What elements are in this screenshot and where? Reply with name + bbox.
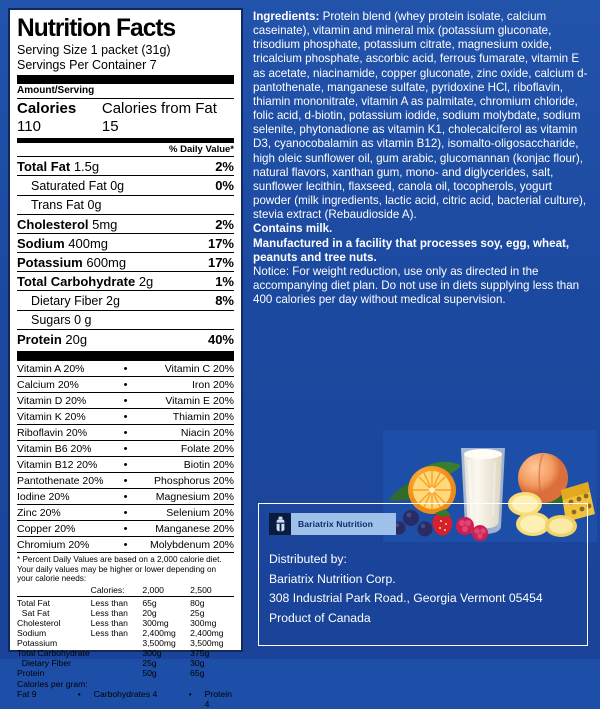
bullet-dot-icon: • — [123, 474, 128, 487]
dv-qualifier: Less than — [90, 618, 128, 629]
dv-qualifier — [91, 658, 143, 668]
nutrition-facts-title: Nutrition Facts — [17, 14, 176, 42]
calories-per-gram-label: Calories per gram: — [17, 679, 88, 690]
vitamin-right: Vitamin E 20% — [165, 394, 234, 407]
vitamin-right: Manganese 20% — [155, 522, 234, 535]
dv-nutrient: Total Fat — [17, 598, 50, 609]
header-calories: Calories: — [91, 585, 143, 597]
nutrient-name: Protein 20g — [17, 331, 88, 347]
vitamin-left: Iodine 20% — [17, 490, 70, 503]
dv-2500: 80g — [190, 598, 205, 609]
dv-qualifier — [91, 638, 143, 648]
distributor-company: Bariatrix Nutrition Corp. — [269, 571, 396, 586]
servings-per-container: Servings Per Container 7 — [17, 57, 157, 72]
table-body — [17, 596, 234, 678]
ingredients-heading: Ingredients: — [253, 10, 320, 23]
table-row — [17, 668, 234, 678]
nutrient-name: Trans Fat 0g — [31, 197, 102, 212]
vitamin-left: Calcium 20% — [17, 378, 79, 391]
dv-2000: 20g — [142, 608, 157, 619]
dv-nutrient: Cholesterol — [17, 618, 61, 629]
ingredients-paragraph — [253, 10, 593, 222]
dv-2000: 50g — [142, 668, 157, 679]
daily-value-footnote: * Percent Daily Values are based on a 2,000 calorie diet. Your daily values may be higher or lower depending on your calorie needs: — [17, 552, 234, 584]
bullet-dot-icon: • — [123, 506, 128, 519]
bullet-dot-icon: • — [123, 490, 128, 503]
thick-divider-top — [17, 75, 234, 84]
bullet-dot-icon: • — [123, 538, 128, 551]
vitamin-left: Zinc 20% — [17, 506, 61, 519]
vitamin-right: Vitamin C 20% — [164, 362, 234, 375]
nutrient-name: Cholesterol 5mg — [17, 216, 118, 232]
table-header-row — [17, 585, 234, 597]
dv-qualifier: Less than — [90, 598, 128, 609]
dv-2000: 25g — [142, 658, 157, 669]
distributor-address — [269, 550, 587, 628]
table-row — [17, 638, 234, 648]
vitamin-row — [17, 472, 234, 488]
vitamin-left: Vitamin B6 20% — [17, 442, 92, 455]
dv-qualifier — [91, 668, 143, 678]
dv-2000: 65g — [142, 598, 157, 609]
dv-nutrient: Protein — [17, 668, 45, 679]
dv-nutrient: Potassium — [17, 638, 58, 649]
calories-label: Calories — [17, 100, 77, 117]
nutrient-daily-value: 1% — [215, 273, 234, 289]
vitamin-left: Vitamin D 20% — [17, 394, 87, 407]
bariatrix-logo-band — [291, 513, 396, 535]
vitamin-row — [17, 424, 234, 440]
bullet-dot-icon: • — [77, 689, 81, 700]
dv-2000: 300g — [142, 648, 162, 659]
vitamin-row — [17, 520, 234, 536]
dv-2000: 2,400mg — [142, 628, 176, 639]
vitamin-left: Vitamin A 20% — [17, 362, 85, 375]
nutrition-facts-panel — [8, 8, 243, 709]
vitamin-row — [17, 504, 234, 520]
nutrient-row — [17, 271, 234, 290]
bullet-dot-icon: • — [123, 442, 128, 455]
dv-2500: 300mg — [190, 618, 217, 629]
bariatrix-logo-text: Bariatrix Nutrition — [298, 519, 373, 529]
calories-per-gram-row — [17, 689, 234, 709]
manufactured-statement: Manufactured in a facility that processes soy, egg, wheat, peanuts and tree nuts. — [253, 236, 570, 264]
nutrient-row — [17, 252, 234, 271]
bullet-dot-icon: • — [123, 458, 128, 471]
nutrient-row — [17, 290, 234, 310]
ingredients-text: Protein blend (whey protein isolate, calcium caseinate), vitamin and mineral mix (potassium gluconate, trisodium phosphate, potassium citrate, magnesium oxide, tricalcium phosphate, ascorbic acid, ferrous fumarate, vitamin E as acetate, niacinamide, copper gluconate, zinc oxide, calcium d-pantothenate, manganese sulfate, pyridoxine HCl, riboflavin, thiamin mononitrate, vitamin A as palmitate, chromium chloride, folic acid, d-biotin, potassium iodide, sodium molybdate, sodium selenite, phytonadione as vitamin K1, cholecalciferol as vitamin D3, cyanocobalamin as vitamin B12), isomalto-oligosaccharide, high oleic sunflower oil, gum arabic, glucomannan (konjac flour), natural flavors, xanthan gum, mono- and diglycerides, salt, sunflower lecithin, flaxseed, canola oil, tocopherols, yogurt powder (milk ingredients, lactic acid, citric acid, bacterial culture), stevia extract (Rebaudioside A). — [253, 10, 588, 222]
ingredients-column — [253, 10, 593, 307]
nutrient-name: Saturated Fat 0g — [31, 178, 125, 193]
product-origin: Product of Canada — [269, 610, 371, 625]
nutrient-rows — [17, 156, 234, 348]
table-row — [17, 618, 234, 628]
table-row — [17, 628, 234, 638]
daily-values-table — [17, 585, 234, 679]
dv-qualifier: Less than — [90, 608, 128, 619]
calories-value: 110 — [17, 118, 41, 135]
nutrient-row — [17, 175, 234, 195]
cpg-protein: Protein 4 — [204, 689, 232, 709]
dv-2500: 375g — [190, 648, 210, 659]
nutrient-daily-value: 17% — [207, 254, 234, 270]
bariatrix-logo — [269, 513, 396, 535]
header-blank — [17, 585, 91, 597]
table-row — [17, 648, 234, 658]
vitamin-right: Phosphorus 20% — [154, 474, 234, 487]
nutrient-row — [17, 329, 234, 348]
vitamin-left: Chromium 20% — [17, 538, 90, 551]
bariatrix-figure-icon — [269, 513, 291, 535]
serving-size: Serving Size 1 packet (31g) — [17, 43, 171, 57]
vitamin-right: Iron 20% — [191, 378, 234, 391]
nutrient-row — [17, 156, 234, 175]
vitamin-row — [17, 408, 234, 424]
vitamin-left: Pantothenate 20% — [17, 474, 104, 487]
bullet-dot-icon: • — [123, 378, 128, 391]
bullet-dot-icon: • — [123, 522, 128, 535]
thick-divider-bottom — [17, 351, 234, 360]
nutrient-daily-value: 2% — [215, 158, 234, 174]
vitamin-row — [17, 456, 234, 472]
bullet-dot-icon: • — [123, 410, 128, 423]
vitamin-left: Copper 20% — [17, 522, 76, 535]
header-2000: 2,000 — [142, 585, 190, 597]
vitamin-right: Niacin 20% — [180, 426, 234, 439]
bullet-dot-icon-2: • — [188, 689, 192, 700]
nutrient-row — [17, 310, 234, 329]
vitamin-right: Thiamin 20% — [172, 410, 234, 423]
nutrient-name: Total Fat 1.5g — [17, 158, 100, 174]
nutrient-row — [17, 195, 234, 214]
nutrient-name: Potassium 600mg — [17, 254, 127, 270]
bullet-dot-icon: • — [123, 426, 128, 439]
vitamin-rows — [17, 360, 234, 552]
cpg-carbs: Carbohydrates 4 — [93, 689, 158, 700]
table-row — [17, 596, 234, 608]
dv-2500: 65g — [190, 668, 205, 679]
distributor-street: 308 Industrial Park Road., Georgia Vermont 05454 — [269, 591, 543, 605]
dv-nutrient: Dietary Fiber — [17, 658, 71, 669]
nutrient-name: Total Carbohydrate 2g — [17, 273, 154, 289]
dv-2000: 3,500mg — [142, 638, 176, 649]
nutrient-name: Dietary Fiber 2g — [31, 293, 120, 308]
header-2500: 2,500 — [190, 585, 234, 597]
nutrient-daily-value: 2% — [215, 216, 234, 232]
distributor-box — [258, 503, 588, 646]
vitamin-row — [17, 392, 234, 408]
vitamin-row — [17, 440, 234, 456]
distributed-by-label: Distributed by: — [269, 552, 347, 566]
vitamin-row — [17, 536, 234, 552]
vitamin-right: Molybdenum 20% — [149, 538, 234, 551]
bullet-dot-icon: • — [123, 394, 128, 407]
table-row — [17, 658, 234, 668]
vitamin-row — [17, 488, 234, 504]
nutrient-row — [17, 214, 234, 233]
nutrient-daily-value: 17% — [207, 235, 234, 251]
cpg-fat: Fat 9 — [17, 689, 37, 700]
dv-2500: 2,400mg — [190, 628, 224, 639]
daily-value-header: % Daily Value* — [169, 144, 234, 155]
vitamin-row — [17, 376, 234, 392]
dv-2500: 25g — [190, 608, 205, 619]
nutrient-row — [17, 233, 234, 252]
dv-nutrient: Sat Fat — [17, 608, 50, 619]
calories-from-fat: Calories from Fat 15 — [101, 100, 217, 135]
table-row — [17, 608, 234, 618]
contains-milk-statement: Contains milk. — [253, 222, 333, 236]
dv-nutrient: Total Carbohydrate — [17, 648, 90, 659]
nutrient-name: Sugars 0 g — [31, 312, 92, 327]
dv-qualifier: Less than — [90, 628, 128, 639]
dv-2000: 300mg — [142, 618, 169, 629]
vitamin-right: Selenium 20% — [166, 506, 234, 519]
amount-per-serving-label: Amount/Serving — [17, 85, 95, 96]
dv-2500: 30g — [190, 658, 205, 669]
nutrient-daily-value: 0% — [215, 177, 234, 193]
dv-2500: 3,500mg — [190, 638, 224, 649]
vitamin-right: Biotin 20% — [183, 458, 234, 471]
calories-row — [17, 99, 234, 137]
vitamin-right: Folate 20% — [180, 442, 234, 455]
nutrient-daily-value: 8% — [215, 292, 234, 308]
dv-qualifier — [91, 648, 143, 658]
vitamin-left: Riboflavin 20% — [17, 426, 88, 439]
vitamin-row — [17, 360, 234, 376]
nutrient-daily-value: 40% — [207, 331, 234, 347]
vitamin-left: Vitamin K 20% — [17, 410, 86, 423]
notice-statement: Notice: For weight reduction, use only as directed in the accompanying diet plan. Do not use in diets supplying less than 400 calories per day without medical supervision. — [253, 264, 580, 307]
bullet-dot-icon: • — [123, 362, 128, 375]
vitamin-right: Magnesium 20% — [155, 490, 234, 503]
dv-nutrient: Sodium — [17, 628, 47, 639]
vitamin-left: Vitamin B12 20% — [17, 458, 98, 471]
nutrient-name: Sodium 400mg — [17, 235, 109, 251]
